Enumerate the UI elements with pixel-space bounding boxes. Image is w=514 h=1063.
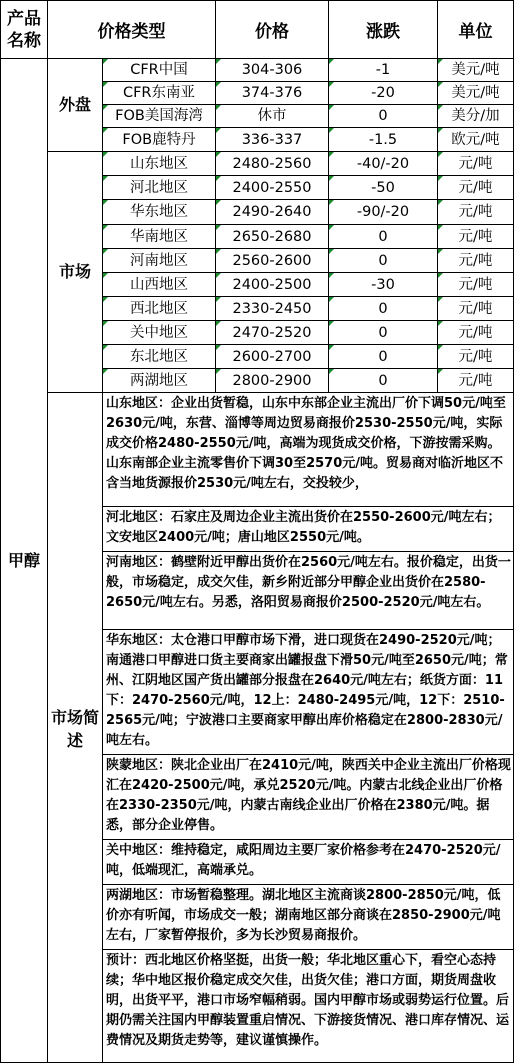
price-type-cell: 关中地区: [103, 321, 216, 345]
price-type-cell: 山西地区: [103, 273, 216, 297]
group-summary: 市场简述: [48, 393, 103, 1063]
price-type-cell: 山东地区: [103, 152, 216, 176]
change-cell: 0: [329, 225, 438, 249]
price-type-cell: FOB鹿特丹: [103, 128, 216, 152]
price-type-cell: CFR东南亚: [103, 82, 216, 105]
change-cell: -90/-20: [329, 200, 438, 225]
product-name: 甲醇: [1, 59, 48, 1063]
header-price-type: 价格类型: [48, 1, 216, 59]
price-type-cell: 两湖地区: [103, 369, 216, 393]
unit-cell: 元/吨: [438, 369, 514, 393]
price-cell: 2470-2520: [216, 321, 329, 345]
change-cell: 0: [329, 105, 438, 128]
change-cell: -1: [329, 59, 438, 82]
header-row: [1, 1, 514, 59]
change-cell: -40/-20: [329, 152, 438, 176]
change-cell: 0: [329, 321, 438, 345]
summary-text: 预计：西北地区价格坚挺，出货一般；华北地区重心下，看空心态持续；华中地区报价稳定成交欠佳，出货欠佳；港口方面，期货周盘收明，出货平平，港口市场窄幅稍弱。国内甲醇市场或弱势运行位置。后期仍需关注国内甲醇装置重启情况、下游接货情况、港口库存情况、运费情况及期货走势等，建议谨慎操作。: [103, 950, 514, 1063]
unit-cell: 元/吨: [438, 225, 514, 249]
unit-cell: 元/吨: [438, 249, 514, 273]
price-cell: 2490-2640: [216, 200, 329, 225]
price-type-cell: 华东地区: [103, 200, 216, 225]
header-price: 价格: [216, 1, 329, 59]
price-cell: 336-337: [216, 128, 329, 152]
price-type-cell: 东北地区: [103, 345, 216, 369]
unit-cell: 元/吨: [438, 176, 514, 200]
group-external: 外盘: [48, 59, 103, 152]
unit-cell: 元/吨: [438, 297, 514, 321]
price-type-cell: FOB美国海湾: [103, 105, 216, 128]
price-cell: 304-306: [216, 59, 329, 82]
header-change: 涨跌: [329, 1, 438, 59]
change-cell: -1.5: [329, 128, 438, 152]
price-type-cell: 华南地区: [103, 225, 216, 249]
unit-cell: 元/吨: [438, 273, 514, 297]
summary-text: 陕蒙地区：陕北企业出厂在2410元/吨，陕西关中企业主流出厂价格现汇在2420-2500元/吨，承兑2520元/吨。内蒙古北线企业出厂价格在2330-2350元/吨，内蒙古南线企业出厂价格在2380元/吨。据悉，部分企业停售。: [103, 755, 514, 840]
summary-text: 华东地区：太仓港口甲醇市场下滑，进口现货在2490-2520元/吨；南通港口甲醇进口货主要商家出罐报盘下滑50元/吨至2650元/吨；常州、江阴地区国产货出罐部分报盘在2640元/吨左右；纸货方面：11下：2470-2560元/吨，12上：2480-2495元/吨，12下：2510-2565元/吨；宁波港口主要商家甲醇出库价格稳定在2800-2830元/吨左右。: [103, 630, 514, 755]
summary-row: [1, 393, 514, 507]
summary-text: 关中地区：维持稳定，咸阳周边主要厂家价格参考在2470-2520元/吨，低端现汇，高端承兑。: [103, 840, 514, 885]
price-cell: 休市: [216, 105, 329, 128]
price-cell: 2400-2500: [216, 273, 329, 297]
price-cell: 2650-2680: [216, 225, 329, 249]
group-market: 市场: [48, 152, 103, 393]
unit-cell: 美元/吨: [438, 82, 514, 105]
price-cell: 2330-2450: [216, 297, 329, 321]
price-type-cell: CFR中国: [103, 59, 216, 82]
price-cell: 374-376: [216, 82, 329, 105]
change-cell: 0: [329, 297, 438, 321]
table-row: [1, 152, 514, 176]
change-cell: -30: [329, 273, 438, 297]
summary-text: 两湖地区：市场暂稳整理。湖北地区主流商谈2800-2850元/吨，低价亦有听闻，市场成交一般；湖南地区部分商谈在2850-2900元/吨左右，厂家暂停报价，多为长沙贸易商报价。: [103, 885, 514, 950]
change-cell: -50: [329, 176, 438, 200]
header-product: 产品名称: [1, 1, 48, 59]
header-unit: 单位: [438, 1, 514, 59]
change-cell: 0: [329, 345, 438, 369]
unit-cell: 欧元/吨: [438, 128, 514, 152]
unit-cell: 元/吨: [438, 345, 514, 369]
unit-cell: 美分/加: [438, 105, 514, 128]
unit-cell: 元/吨: [438, 321, 514, 345]
price-type-cell: 河南地区: [103, 249, 216, 273]
table-row: [1, 59, 514, 82]
price-cell: 2400-2550: [216, 176, 329, 200]
price-cell: 2480-2560: [216, 152, 329, 176]
summary-text: 山东地区：企业出货暂稳，山东中东部企业主流出厂价下调50元/吨至2630元/吨，东营、淄博等周边贸易商报价2530-2550元/吨，实际成交价格2480-2550元/吨，高端为现货成交价格，下游按需采购。 山东南部企业主流零售价下调30至2570元/吨。贸易商对临沂地区不含当地货源报价2530元/吨左右，交投较少，: [103, 393, 514, 507]
price-cell: 2560-2600: [216, 249, 329, 273]
unit-cell: 元/吨: [438, 200, 514, 225]
price-type-cell: 河北地区: [103, 176, 216, 200]
summary-text: 河南地区：鹤壁附近甲醇出货价在2560元/吨左右。报价稳定，出货一般，市场稳定，成交欠佳，新乡附近部分甲醇企业出货价在2580-2650元/吨左右。另悉，洛阳贸易商报价2500-2520元/吨左右。: [103, 552, 514, 630]
unit-cell: 元/吨: [438, 152, 514, 176]
price-cell: 2800-2900: [216, 369, 329, 393]
change-cell: 0: [329, 369, 438, 393]
change-cell: 0: [329, 249, 438, 273]
price-type-cell: 西北地区: [103, 297, 216, 321]
summary-text: 河北地区：石家庄及周边企业主流出货价在2550-2600元/吨左右；文安地区2400元/吨；唐山地区2550元/吨。: [103, 507, 514, 552]
change-cell: -20: [329, 82, 438, 105]
price-cell: 2600-2700: [216, 345, 329, 369]
unit-cell: 美元/吨: [438, 59, 514, 82]
